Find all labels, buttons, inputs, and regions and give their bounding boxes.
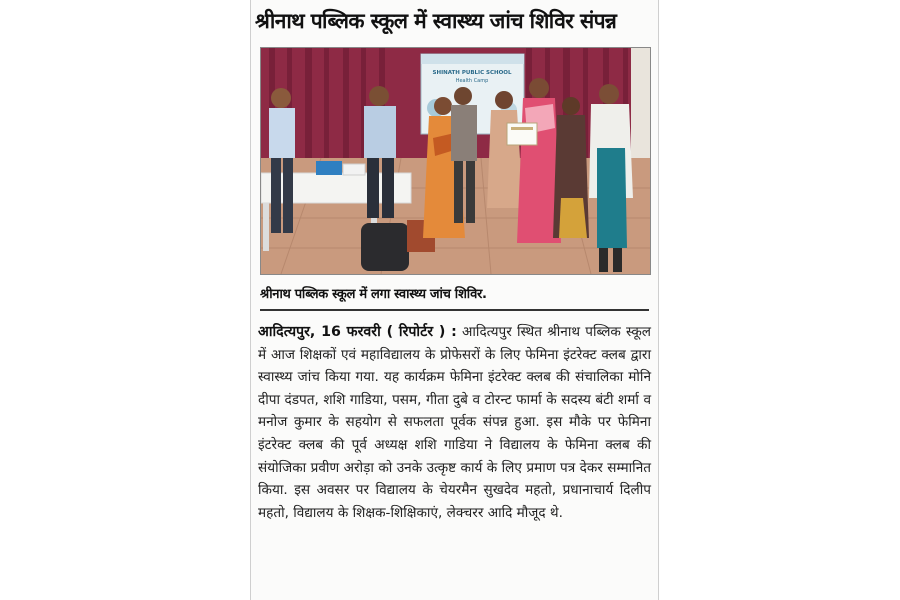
banner-text-2: Health Camp — [455, 78, 489, 84]
photo-caption: श्रीनाथ पब्लिक स्कूल में लगा स्वास्थ्य जांच शिविर. — [260, 287, 487, 302]
headline: श्रीनाथ पब्लिक स्कूल में स्वास्थ्य जांच शिविर संपन्न — [255, 9, 617, 33]
banner-text-1: SHINATH PUBLIC SCHOOL — [432, 70, 512, 76]
article-body — [258, 321, 651, 524]
dateline: आदित्यपुर, 16 फरवरी ( रिपोर्टर ) : — [258, 324, 457, 340]
newspaper-clipping — [250, 0, 659, 600]
article-text: आदित्यपुर स्थित श्रीनाथ पब्लिक स्कूल में आज शिक्षकों एवं महाविद्यालय के प्रोफेसरों के लिए फेमिना इंटरेक्ट क्लब द्वारा स्वास्थ्य जांच किया गया. यह कार्यक्रम फेमिना इंटरेक्ट क्लब की संचालिका मोनि दीपा दंडपत, शशि गाडिया, पसम, गीता दुबे व टोरन्ट फार्मा के सदस्य बंटी शर्मा व मनोज कुमार के सहयोग से सफलता पूर्वक संपन्न हुआ. इस मौके पर फेमिना इंटरेक्ट क्लब की पूर्व अध्यक्ष शशि गाडिया ने विद्यालय के फेमिना क्लब की संयोजिका प्रवीण अरोड़ा को उनके उत्कृष्ट कार्य के लिए प्रमाण पत्र देकर सम्मानित किया. इस अवसर पर विद्यालय के चेयरमैन सुखदेव महतो, प्रधानाचार्य दिलीप महतो, विद्यालय के शिक्षक-शिक्षिकाएं, लेक्चरर आदि मौजूद थे. — [258, 324, 651, 521]
news-photo — [260, 47, 651, 275]
caption-divider — [260, 309, 649, 311]
